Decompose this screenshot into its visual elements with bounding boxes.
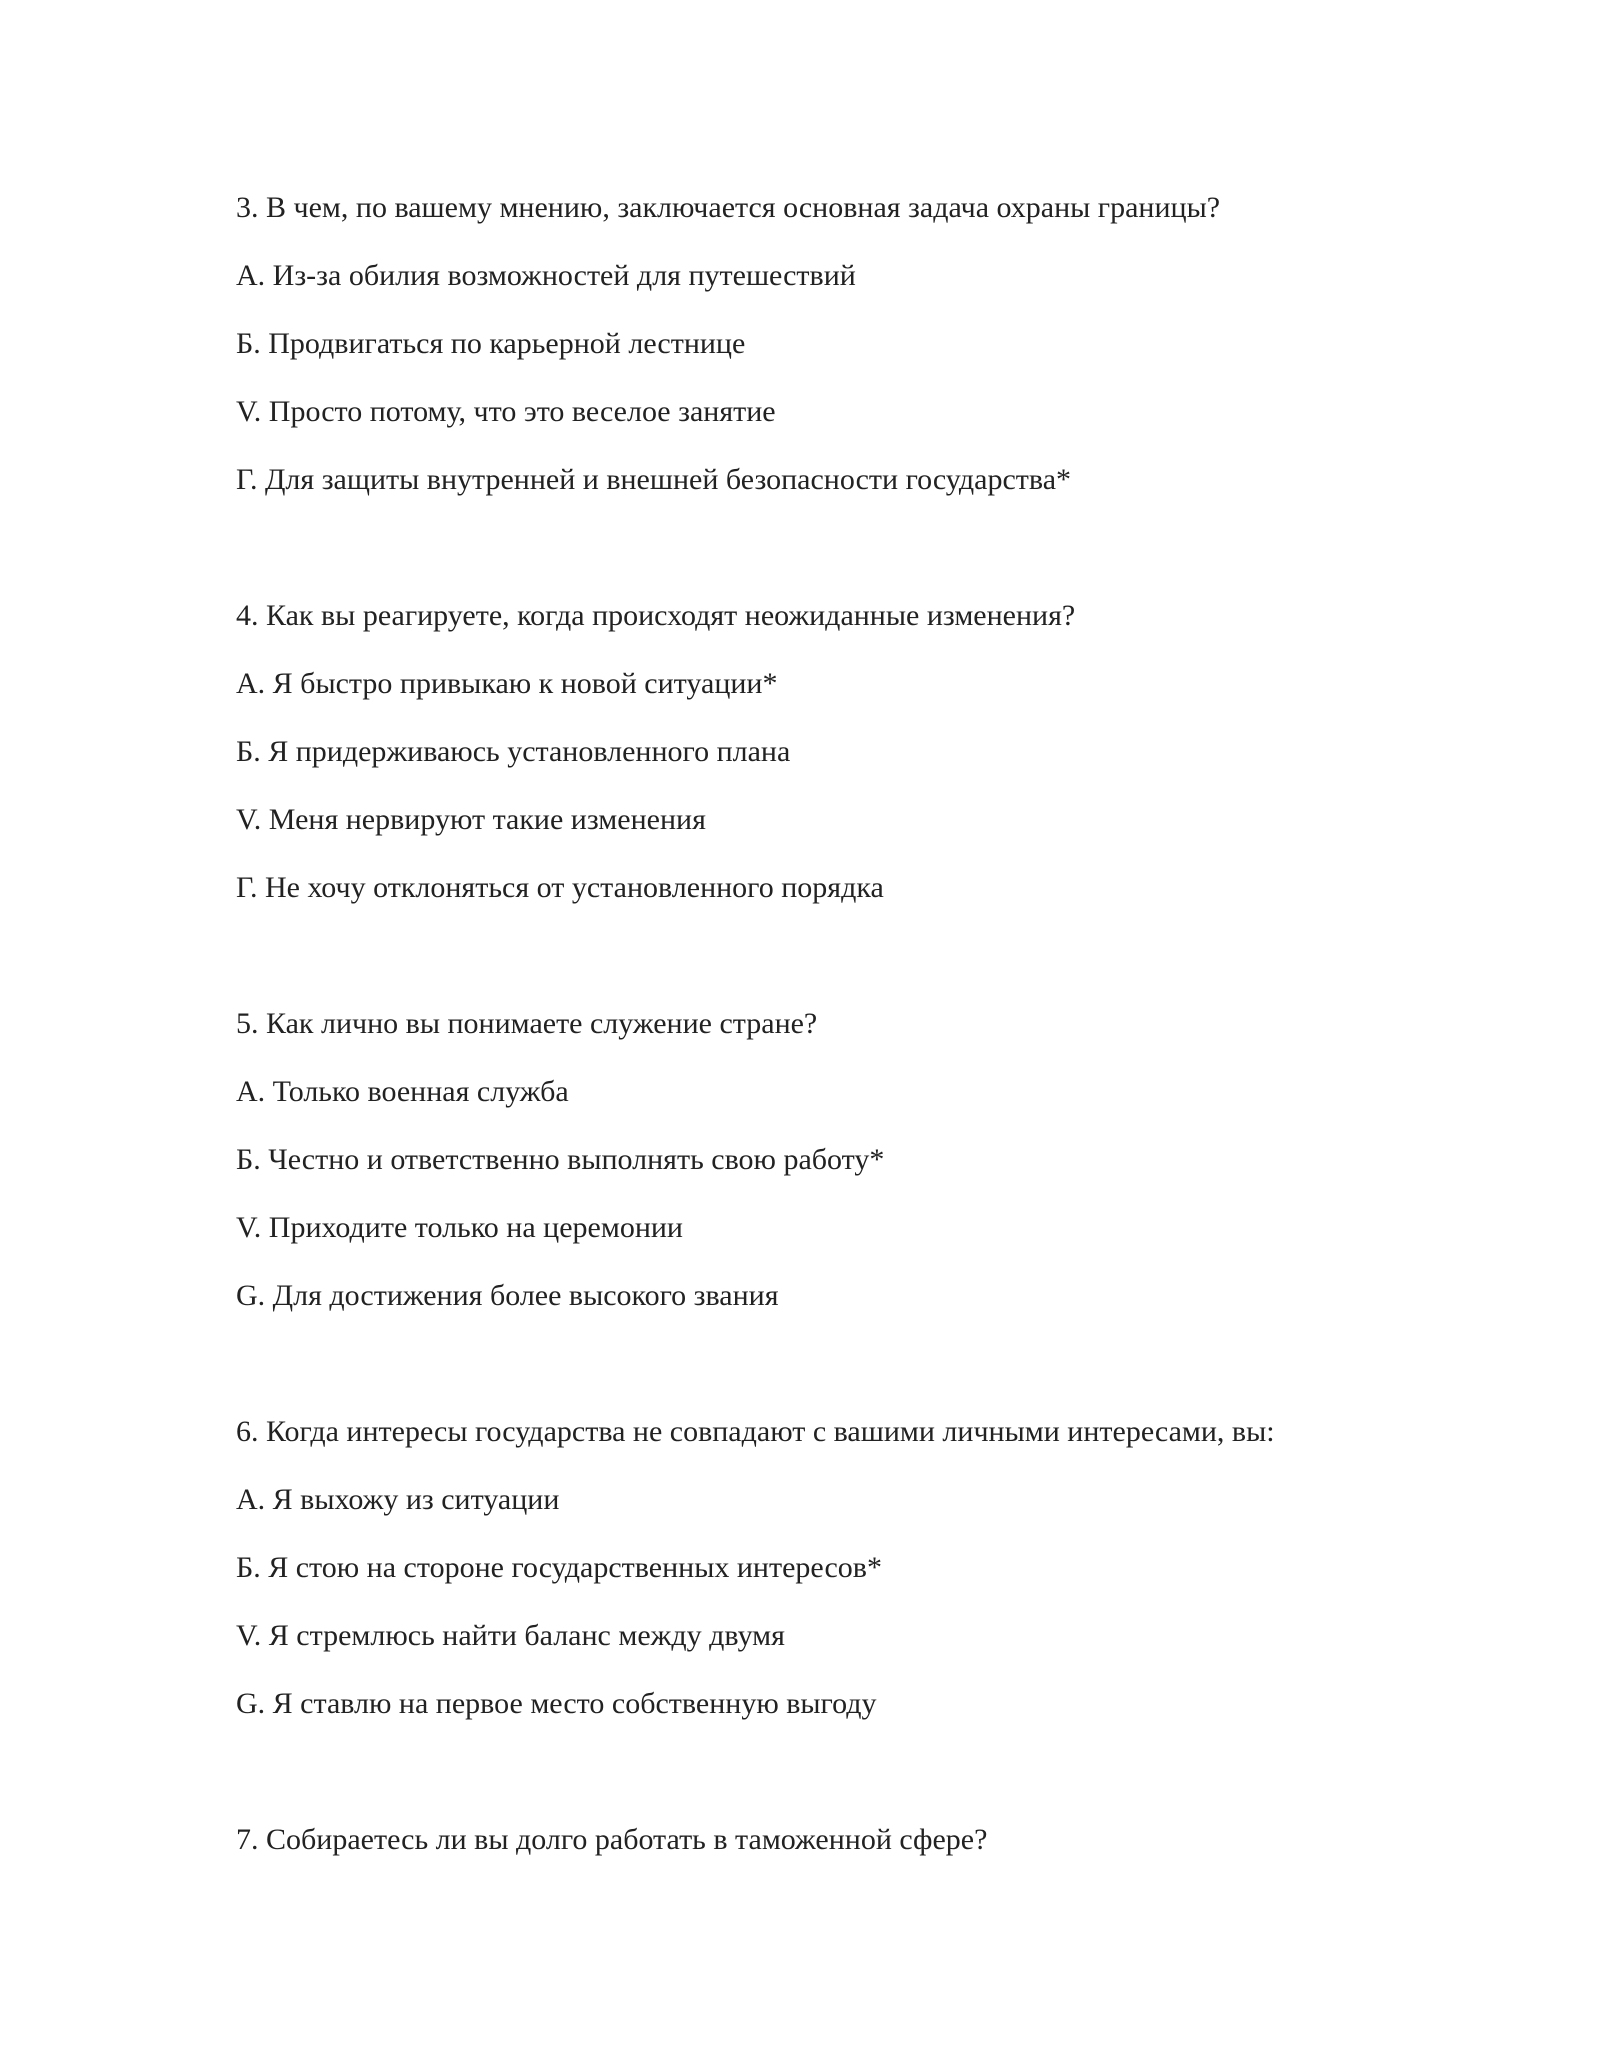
paragraph-spacer (236, 1752, 1436, 1820)
question-6-option-g: G. Я ставлю на первое место собственную выгоду (236, 1687, 877, 1720)
question-5-text: 5. Как лично вы понимаете служение стране? (236, 1007, 818, 1040)
question-4-option-a: А. Я быстро привыкаю к новой ситуации* (236, 667, 778, 700)
question-3-text: 3. В чем, по вашему мнению, заключается основная задача охраны границы? (236, 191, 1221, 224)
question-3-option-v: V. Просто потому, что это веселое занятие (236, 395, 776, 428)
question-6-option-b: Б. Я стою на стороне государственных интересов* (236, 1551, 882, 1584)
question-3-option-b: Б. Продвигаться по карьерной лестнице (236, 327, 746, 360)
document-body (236, 188, 1436, 1888)
paragraph-spacer (236, 528, 1436, 596)
paragraph-spacer (236, 1344, 1436, 1412)
paragraph-spacer (236, 936, 1436, 1004)
question-4-option-v: V. Меня нервируют такие изменения (236, 803, 706, 836)
question-6-option-a: А. Я выхожу из ситуации (236, 1483, 560, 1516)
question-5-option-b: Б. Честно и ответственно выполнять свою работу* (236, 1143, 885, 1176)
question-4-option-g: Г. Не хочу отклоняться от установленного порядка (236, 871, 884, 904)
question-6-option-v: V. Я стремлюсь найти баланс между двумя (236, 1619, 785, 1652)
question-3-option-a: А. Из-за обилия возможностей для путешествий (236, 259, 856, 292)
question-5-option-g: G. Для достижения более высокого звания (236, 1279, 779, 1312)
question-5-option-a: А. Только военная служба (236, 1075, 569, 1108)
question-4-option-b: Б. Я придерживаюсь установленного плана (236, 735, 791, 768)
question-5-option-v: V. Приходите только на церемонии (236, 1211, 683, 1244)
question-6-text: 6. Когда интересы государства не совпадают с вашими личными интересами, вы: (236, 1415, 1275, 1448)
question-3-option-g: Г. Для защиты внутренней и внешней безопасности государства* (236, 463, 1072, 496)
question-7-text: 7. Собираетесь ли вы долго работать в таможенной сфере? (236, 1823, 988, 1856)
question-4-text: 4. Как вы реагируете, когда происходят неожиданные изменения? (236, 599, 1076, 632)
